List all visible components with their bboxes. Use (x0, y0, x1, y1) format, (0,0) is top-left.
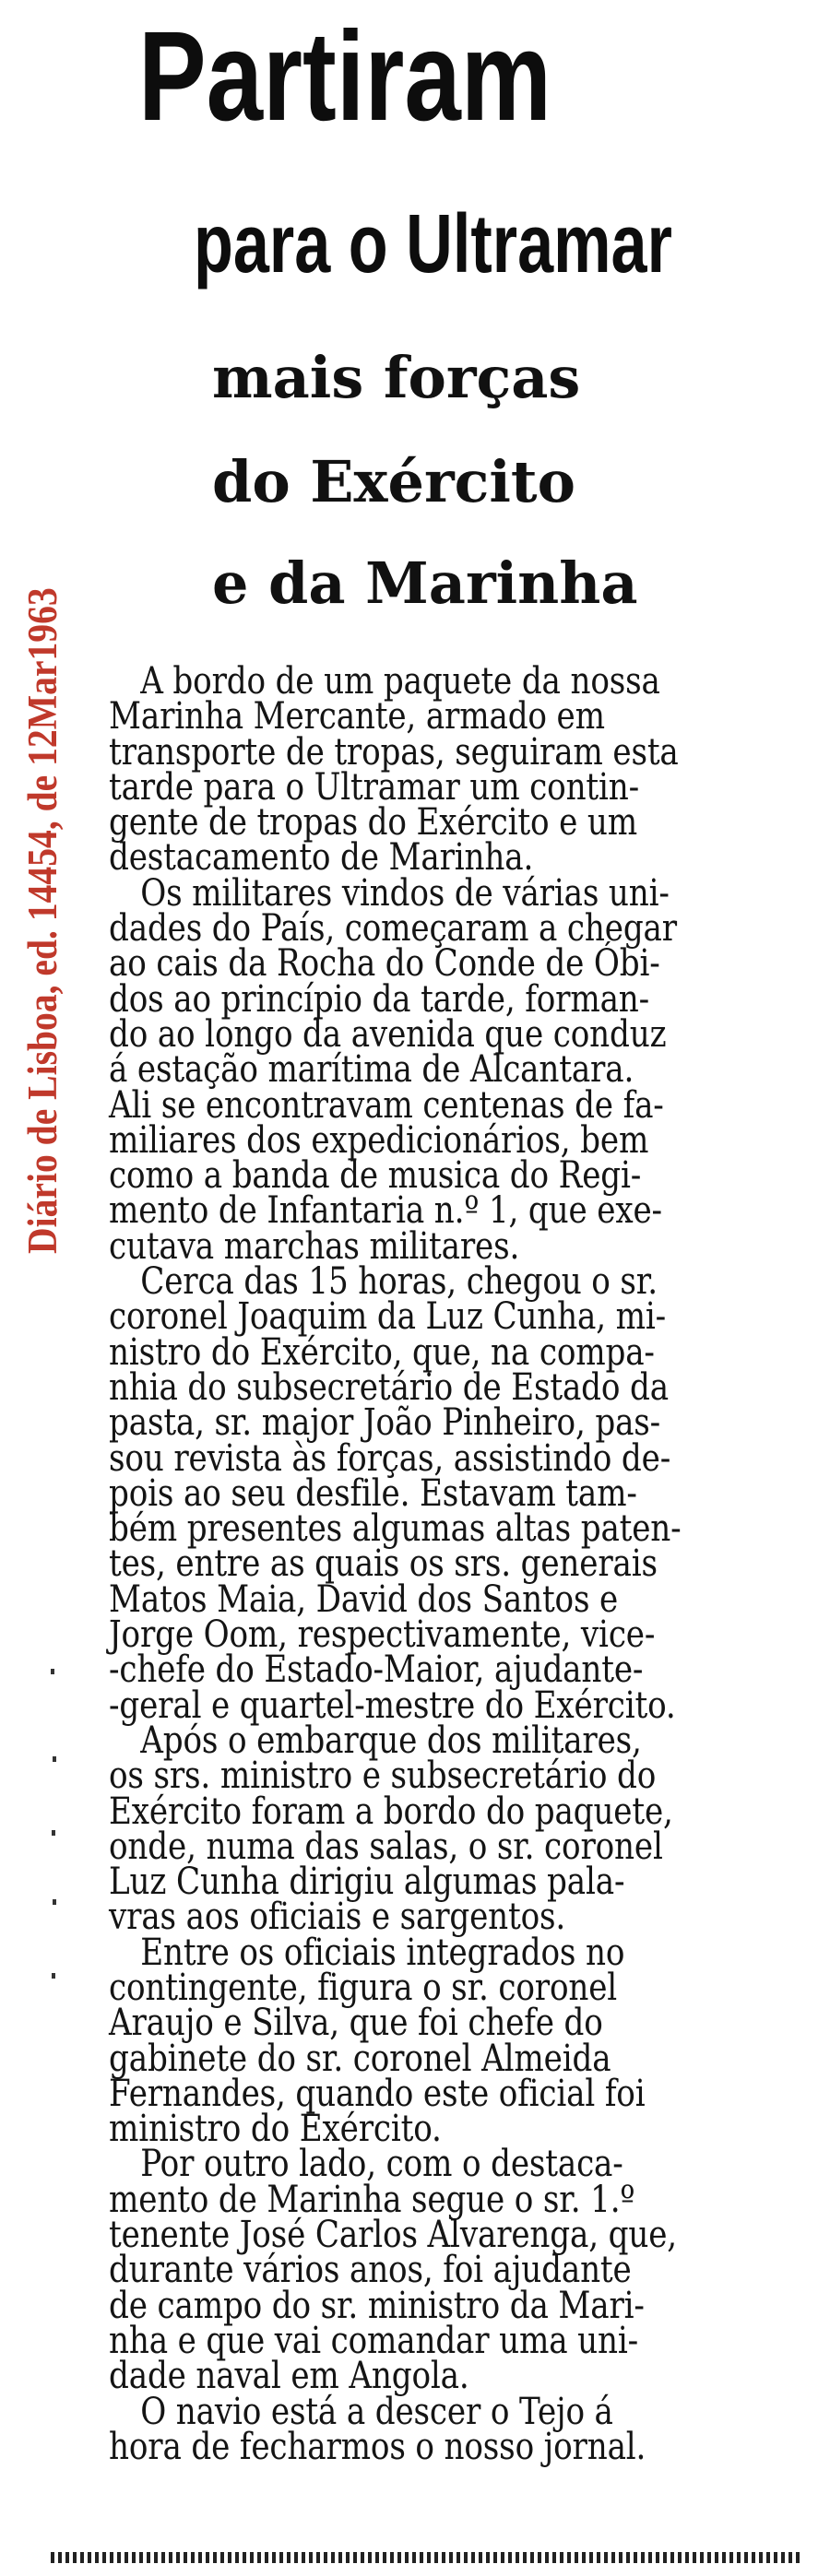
article-line: Os militares vindos de várias uni- (140, 871, 670, 915)
article-line: bém presentes algumas altas paten- (109, 1507, 682, 1551)
article-line: Após o embarque dos militares, (140, 1719, 642, 1762)
article-line: sou revista às forças, assistindo de- (109, 1436, 671, 1480)
article-line: Luz Cunha dirigiu algumas pala- (109, 1861, 625, 1904)
article-line: A bordo de um paquete da nossa (140, 660, 660, 703)
article-line: nha e que vai comandar uma uni- (109, 2319, 639, 2362)
margin-mark (53, 1756, 56, 1762)
article-line: tarde para o Ultramar um contin- (109, 765, 640, 809)
headline-line-5: e da Marinha (212, 549, 638, 617)
article-line: hora de fecharmos o nosso jornal. (109, 2425, 646, 2468)
article-line: mento de Marinha segue o sr. 1.º (109, 2178, 635, 2221)
article-line: gabinete do sr. coronel Almeida (109, 2037, 611, 2080)
article-line: dades do País, começaram a chegar (109, 907, 677, 951)
headline-line-2: para o Ultramar (194, 198, 672, 290)
margin-mark (51, 1669, 54, 1674)
article-line: miliares dos expedicionários, bem (109, 1118, 649, 1162)
article-line: Fernandes, quando este oficial foi (109, 2072, 646, 2115)
article-line: transporte de tropas, seguiram esta (109, 730, 679, 774)
article-line: Por outro lado, com o destaca- (140, 2143, 623, 2186)
article-line: os srs. ministro e subsecretário do (109, 1755, 657, 1798)
article-line: ao cais da Rocha do Conde de Óbi- (109, 942, 660, 986)
article-line: pois ao seu desfile. Estavam tam- (109, 1471, 637, 1515)
margin-mark (52, 1830, 55, 1836)
article-line: Araujo e Silva, que foi chefe do (109, 2002, 603, 2045)
article-line: Exército foram a bordo do paquete, (109, 1790, 673, 1833)
article-line: do ao longo da avenida que conduz (109, 1012, 667, 1056)
article-line: coronel Joaquim da Luz Cunha, mi- (109, 1295, 667, 1339)
article-line: tes, entre as quais os srs. generais (109, 1542, 658, 1586)
headline-line-1: Partiram (138, 6, 551, 148)
headline-line-4: do Exército (212, 448, 575, 515)
article-line: Jorge Oom, respectivamente, vice- (109, 1613, 656, 1657)
article-line: destacamento de Marinha. (109, 836, 534, 880)
article-line: Entre os oficiais integrados no (140, 1931, 625, 1974)
article-line: cutava marchas militares. (109, 1224, 520, 1268)
article-body (109, 660, 828, 2468)
article-line: como a banda de musica do Regi- (109, 1154, 642, 1198)
article-line: Ali se encontravam centenas de fa- (109, 1083, 664, 1127)
article-line: de campo do sr. ministro da Mari- (109, 2284, 645, 2327)
article-line: tenente José Carlos Alvarenga, que, (109, 2214, 677, 2257)
article-line: nhia do subsecretário de Estado da (109, 1365, 669, 1409)
article-line: -chefe do Estado-Maior, ajudante- (109, 1648, 644, 1692)
article-line: gente de tropas do Exército e um (109, 801, 637, 845)
article-line: nistro do Exército, que, na compa- (109, 1330, 655, 1374)
article-line: mento de Infantaria n.º 1, que exe- (109, 1189, 662, 1233)
article-line: Marinha Mercante, armado em (109, 695, 605, 739)
article-line: Cerca das 15 horas, chegou o sr. (140, 1260, 658, 1304)
article-line: contingente, figura o sr. coronel (109, 1966, 618, 2009)
article-line: -geral e quartel-mestre do Exército. (109, 1684, 676, 1727)
headline-line-3: mais forças (212, 344, 581, 411)
article-line: ministro do Exército. (109, 2108, 442, 2151)
article-line: onde, numa das salas, o sr. coronel (109, 1825, 663, 1868)
margin-mark (52, 1973, 55, 1979)
article-line: O navio está a descer o Tejo á (140, 2390, 613, 2433)
bottom-rule (51, 2552, 802, 2563)
article-line: vras aos oficiais e sargentos. (109, 1896, 566, 1939)
article-line: Matos Maia, David dos Santos e (109, 1578, 619, 1621)
article-line: durante vários anos, foi ajudante (109, 2249, 632, 2292)
source-caption: Diário de Lisboa, ed. 14454, de 12Mar1963 (19, 587, 65, 1254)
article-line: dade naval em Angola. (109, 2355, 469, 2398)
article-line: á estação marítima de Alcantara. (109, 1048, 634, 1092)
article-line: dos ao princípio da tarde, forman- (109, 977, 650, 1021)
margin-mark (53, 1899, 56, 1905)
article-line: pasta, sr. major João Pinheiro, pas- (109, 1401, 661, 1445)
